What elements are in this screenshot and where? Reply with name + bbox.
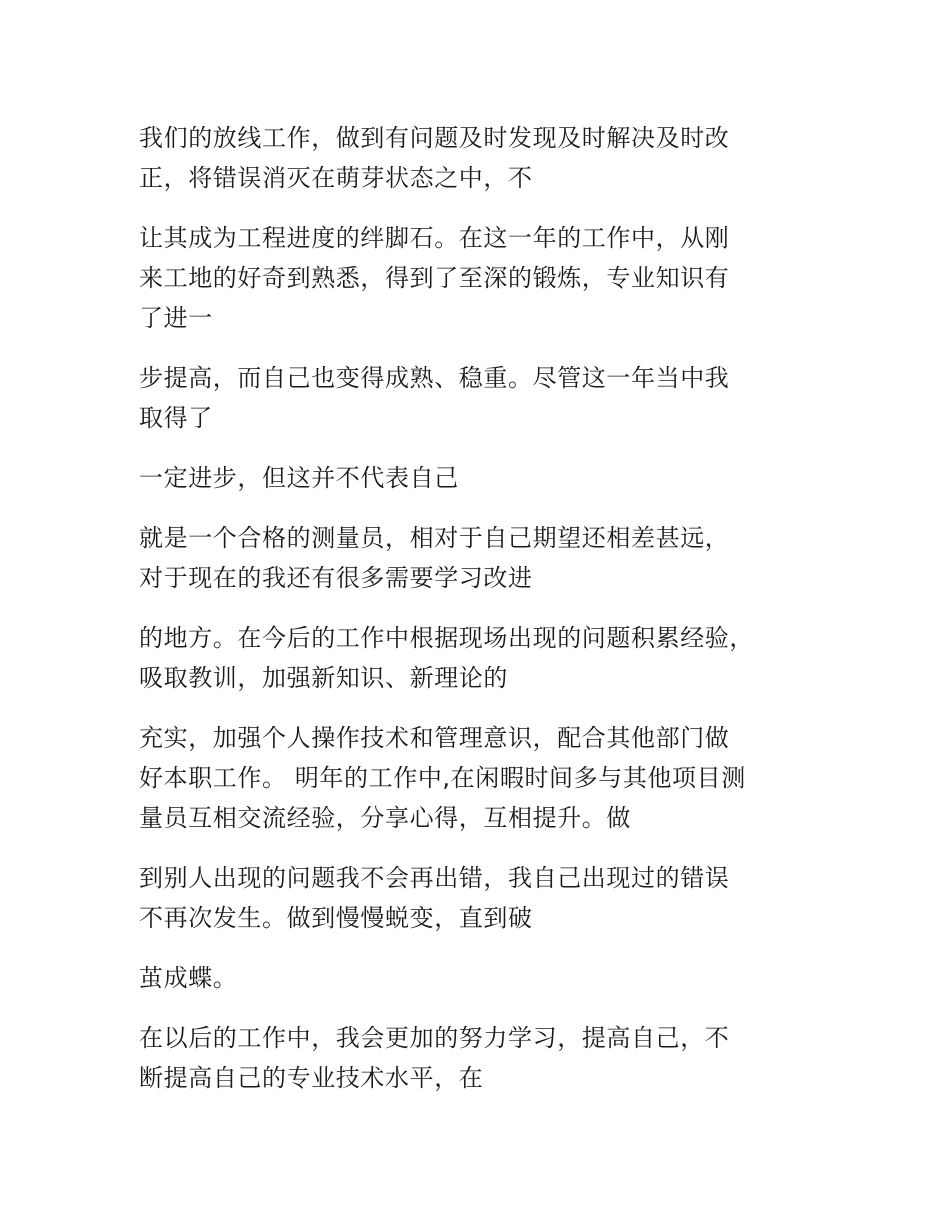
- text-line: 就是一个合格的测量员，相对于自己期望还相差甚远，: [139, 524, 730, 552]
- paragraph-1: [139, 118, 819, 198]
- paragraph-10: [139, 1018, 819, 1098]
- paragraph-5: [139, 518, 819, 598]
- text-line: 在以后的工作中，我会更加的努力学习，提高自己，不: [139, 1024, 730, 1052]
- paragraph-4: [139, 458, 819, 498]
- text-line: 我们的放线工作，做到有问题及时发现及时解决及时改: [139, 124, 730, 152]
- text-line: 量员互相交流经验，分享心得，互相提升。做: [139, 804, 631, 832]
- paragraph-3: [139, 358, 819, 438]
- paragraph-2: [139, 218, 819, 338]
- text-line: 了进一: [139, 304, 213, 332]
- paragraph-6: [139, 618, 819, 698]
- paragraph-8: [139, 858, 819, 938]
- text-line: 吸取教训，加强新知识、新理论的: [139, 664, 508, 692]
- paragraph-9: [139, 958, 819, 998]
- text-line: 对于现在的我还有很多需要学习改进: [139, 564, 533, 592]
- text-line: 一定进步，但这并不代表自己: [139, 464, 459, 492]
- text-line: 让其成为工程进度的绊脚石。在这一年的工作中，从刚: [139, 224, 730, 252]
- text-line: 正，将错误消灭在萌芽状态之中，不: [139, 164, 533, 192]
- text-line: 断提高自己的专业技术水平，在: [139, 1064, 484, 1092]
- text-line: 来工地的好奇到熟悉，得到了至深的锻炼，专业知识有: [139, 264, 730, 292]
- text-line: 的地方。在今后的工作中根据现场出现的问题积累经验，: [139, 624, 754, 652]
- text-line: 到别人出现的问题我不会再出错，我自己出现过的错误: [139, 864, 730, 892]
- text-line: 充实，加强个人操作技术和管理意识，配合其他部门做: [139, 724, 730, 752]
- text-line: 茧成蝶。: [139, 964, 238, 992]
- text-line: 不再次发生。做到慢慢蜕变，直到破: [139, 904, 533, 932]
- text-line: 取得了: [139, 404, 213, 432]
- paragraph-7: [139, 718, 819, 838]
- text-line: 步提高，而自己也变得成熟、稳重。尽管这一年当中我: [139, 364, 730, 392]
- text-line: 好本职工作。 明年的工作中,在闲暇时间多与其他项目测: [139, 764, 746, 792]
